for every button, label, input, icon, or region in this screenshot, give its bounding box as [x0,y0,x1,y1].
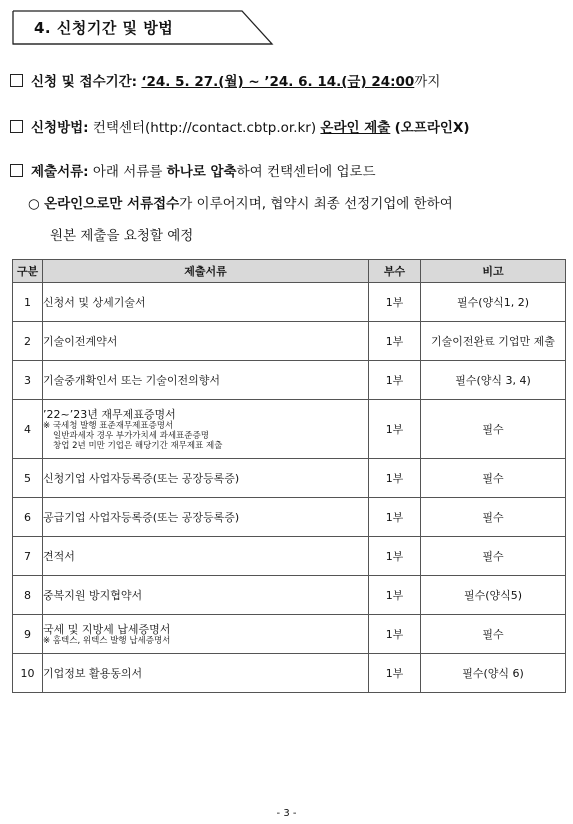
checkbox-square-icon [10,120,23,133]
row-doc-cell [43,615,369,654]
documents-line [10,160,376,180]
row-remark: 필수 [421,400,566,459]
page-number: - 3 - [276,808,297,819]
online-note-line2: 원본 제출을 요청할 예정 [50,228,194,244]
row-copies: 1부 [369,459,421,498]
method-label: 신청방법: [31,120,89,136]
row-no: 10 [13,654,43,693]
table-row [13,283,566,322]
row-note: 창업 2년 미만 기업은 해당기간 재무제표 제출 [53,440,223,451]
row-remark: 필수 [421,537,566,576]
row-remark: 필수 [421,498,566,537]
online-note-line [28,192,453,212]
table-row [13,537,566,576]
row-no: 4 [13,400,43,459]
row-copies: 1부 [369,576,421,615]
row-doc: 공급기업 사업자등록증(또는 공장등록증) [43,498,369,537]
section-header [12,10,272,44]
online-note-text: 가 이루어지며, 협약시 최종 선정기업에 한하여 [179,196,453,212]
documents-table [12,259,566,693]
row-no: 3 [13,361,43,400]
row-copies: 1부 [369,615,421,654]
row-doc: 기술중개확인서 또는 기술이전의향서 [43,361,369,400]
row-no: 8 [13,576,43,615]
row-remark: 필수 [421,459,566,498]
table-header-row [13,260,566,283]
row-remark: 필수(양식1, 2) [421,283,566,322]
table-row [13,615,566,654]
table-row [13,322,566,361]
table-row [13,400,566,459]
row-note: 일반과세자 경우 부가가치세 과세표준증명 [53,430,209,441]
row-note: ※ 국세청 발행 표준재무제표증명서 [43,420,174,431]
row-doc-cell [43,400,369,459]
documents-emphasis: 하나로 압축 [166,164,237,180]
checkbox-square-icon [10,164,23,177]
row-no: 7 [13,537,43,576]
row-doc: 기업정보 활용동의서 [43,654,369,693]
method-emphasis: 온라인 제출 [320,120,391,136]
checkbox-square-icon [10,74,23,87]
row-copies: 1부 [369,283,421,322]
row-doc: ’22~’23년 재무제표증명서 [43,407,176,421]
row-no: 9 [13,615,43,654]
row-no: 1 [13,283,43,322]
row-copies: 1부 [369,361,421,400]
row-copies: 1부 [369,498,421,537]
period-value: ‘24. 5. 27.(월) ~ ’24. 6. 14.(금) 24:00 [141,74,415,90]
table-row [13,576,566,615]
online-note-emphasis: 온라인으로만 서류접수 [44,196,180,212]
table-row [13,498,566,537]
period-label: 신청 및 접수기간: [31,74,138,90]
documents-text2: 하여 컨택센터에 업로드 [236,164,376,180]
row-doc: 신청기업 사업자등록증(또는 공장등록증) [43,459,369,498]
header-doc: 제출서류 [43,260,369,283]
method-text: 컨택센터(http://contact.cbtp.or.kr) [92,120,317,136]
method-note: (오프라인X) [394,120,470,136]
header-remark: 비고 [421,260,566,283]
row-remark: 필수 [421,615,566,654]
header-copies: 부수 [369,260,421,283]
row-doc: 신청서 및 상세기술서 [43,283,369,322]
row-copies: 1부 [369,400,421,459]
row-remark: 필수(양식5) [421,576,566,615]
row-doc: 국세 및 지방세 납세증명서 [43,622,171,636]
period-line [10,70,440,90]
table-row [13,361,566,400]
row-copies: 1부 [369,322,421,361]
row-no: 2 [13,322,43,361]
table-row [13,654,566,693]
bullet-circle-icon: ○ [28,196,40,212]
table-row [13,459,566,498]
method-line [10,116,470,136]
row-remark: 필수(양식 3, 4) [421,361,566,400]
row-remark: 필수(양식 6) [421,654,566,693]
documents-text1: 아래 서류를 [92,164,163,180]
row-doc: 중복지원 방지협약서 [43,576,369,615]
row-copies: 1부 [369,654,421,693]
row-remark: 기술이전완료 기업만 제출 [421,322,566,361]
row-doc: 기술이전계약서 [43,322,369,361]
row-doc: 견적서 [43,537,369,576]
documents-label: 제출서류: [31,164,89,180]
header-no: 구분 [13,260,43,283]
period-suffix: 까지 [414,74,441,90]
row-no: 6 [13,498,43,537]
row-no: 5 [13,459,43,498]
row-note: ※ 홈텍스, 위텍스 발행 납세증명서 [43,635,171,646]
row-copies: 1부 [369,537,421,576]
section-title: 4. 신청기간 및 방법 [34,19,174,37]
